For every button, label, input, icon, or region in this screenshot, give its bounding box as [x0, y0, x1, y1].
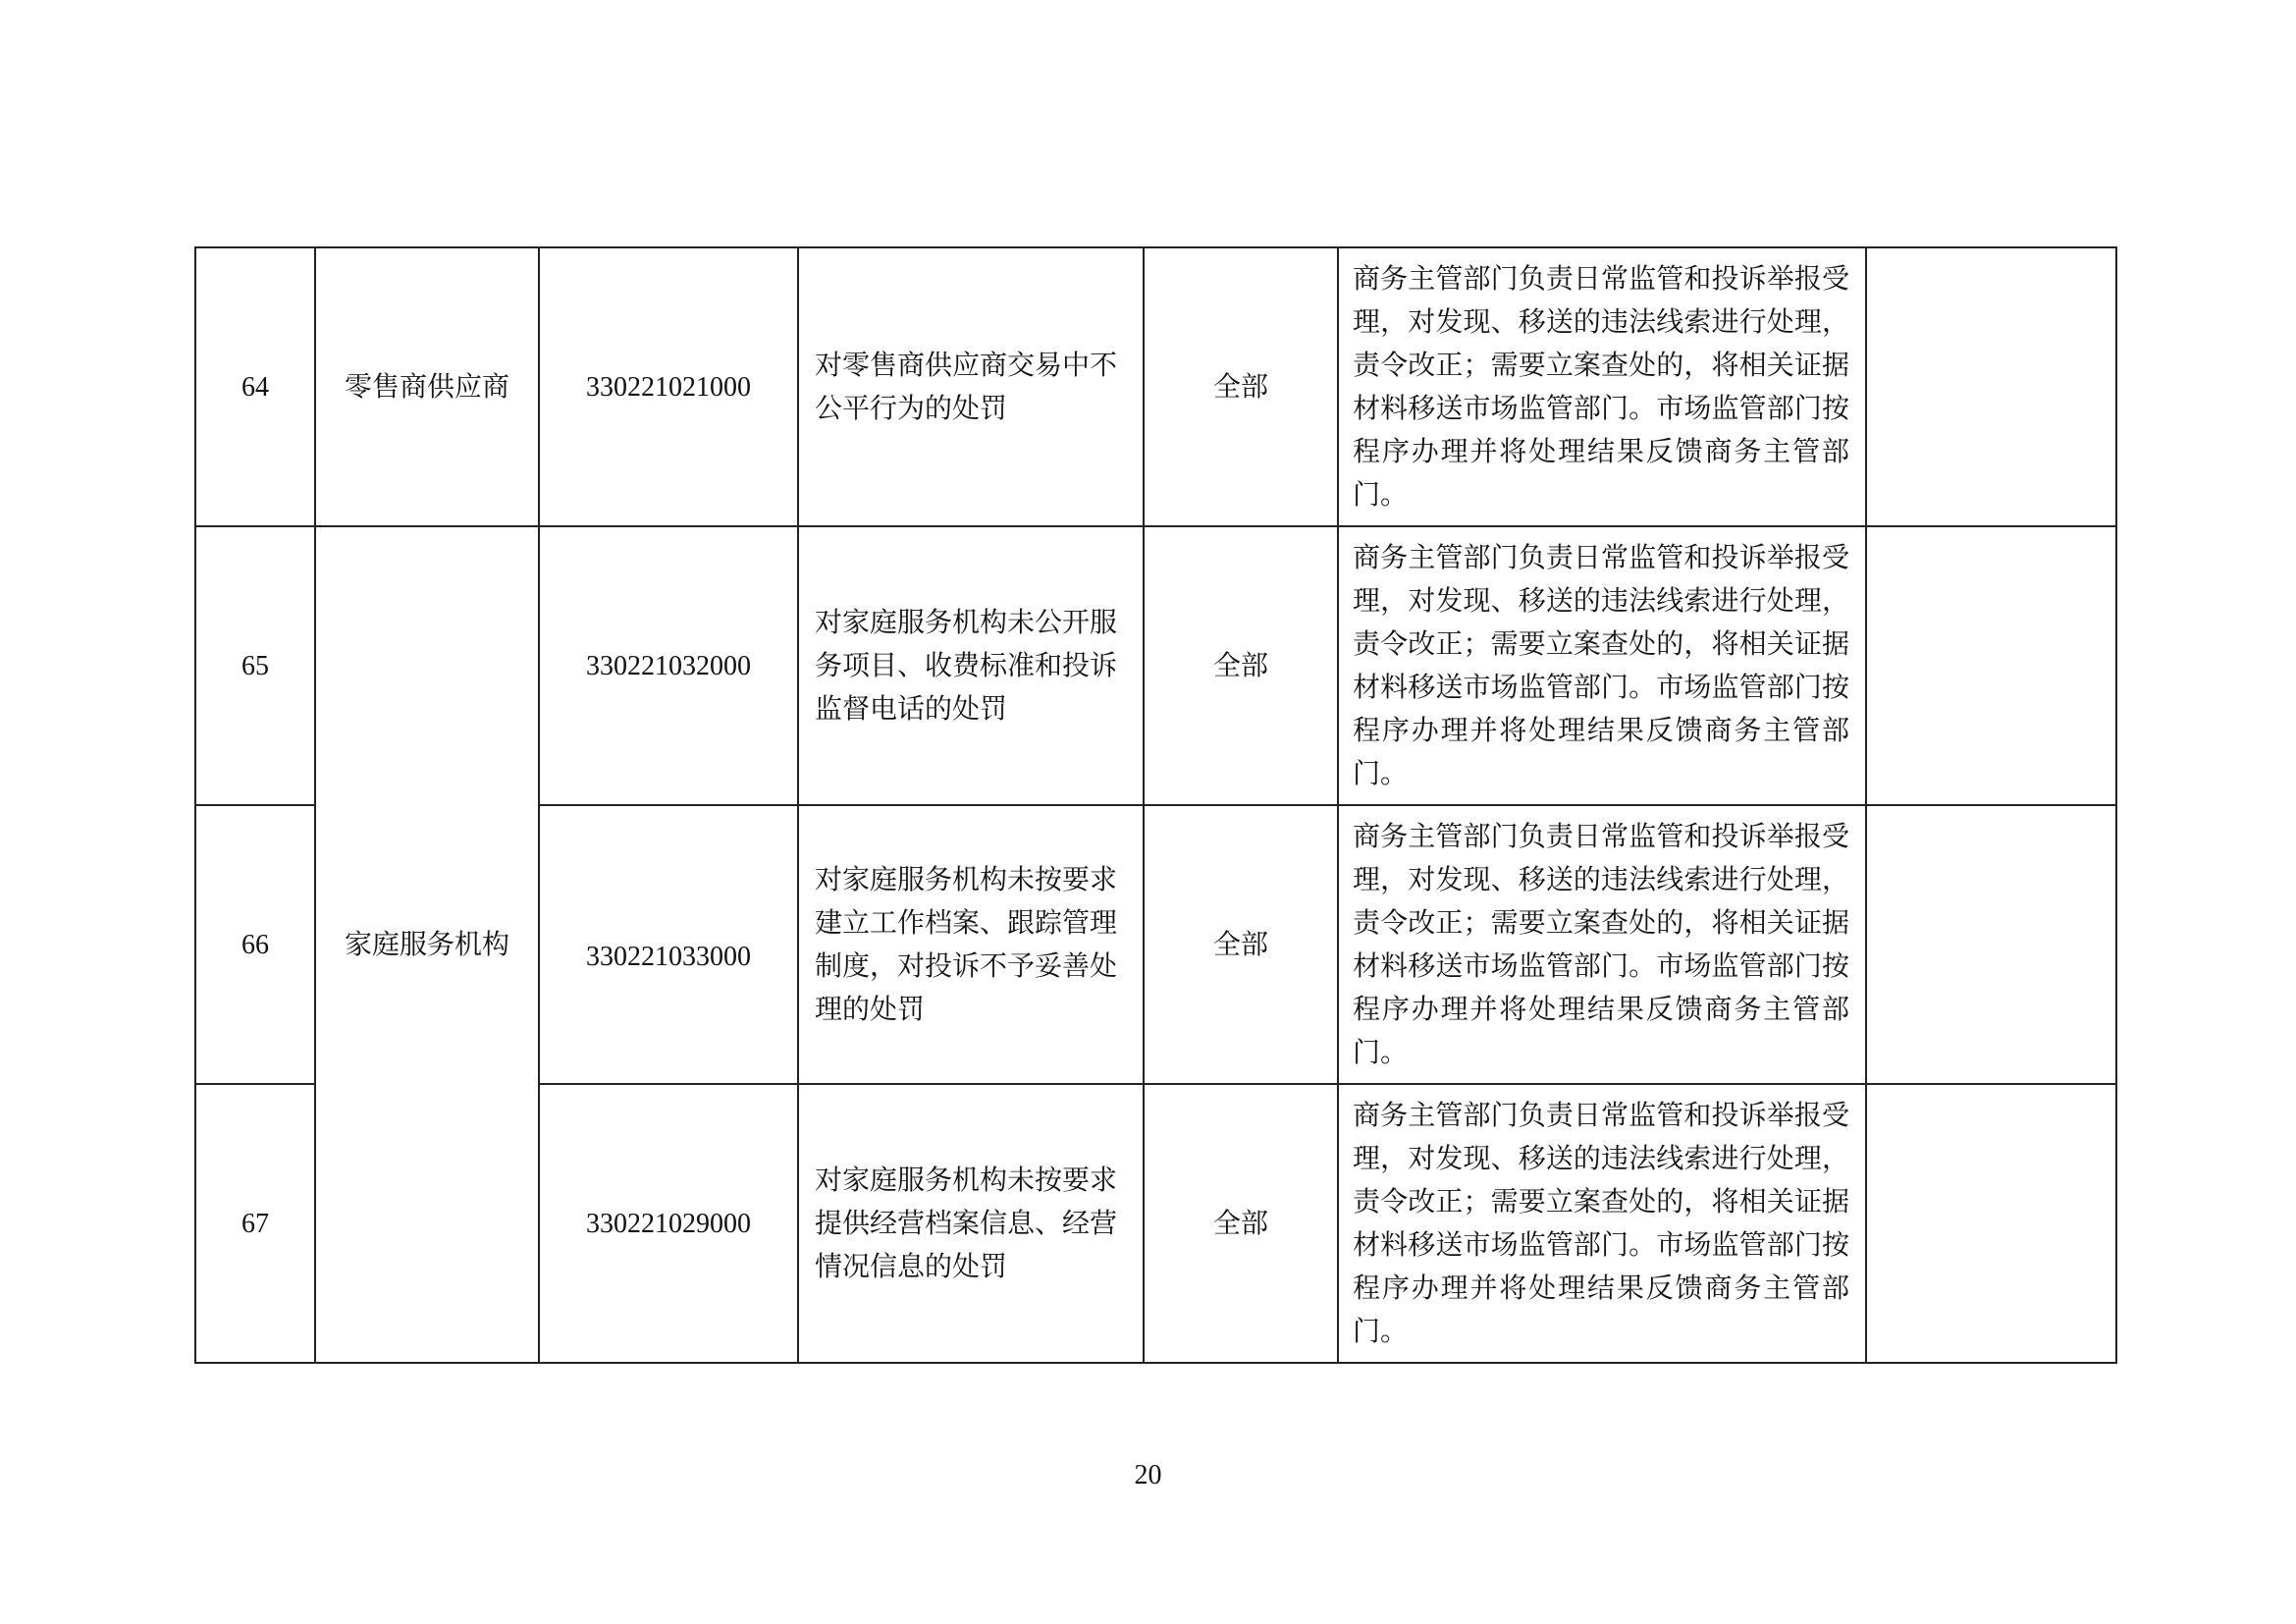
row-number: 64 [195, 247, 315, 526]
table-row [195, 526, 2116, 805]
item-name: 对零售商供应商交易中不公平行为的处罚 [798, 247, 1144, 526]
category-cell: 家庭服务机构 [315, 526, 539, 1363]
item-code: 330221021000 [539, 247, 798, 526]
item-name: 对家庭服务机构未按要求提供经营档案信息、经营情况信息的处罚 [798, 1084, 1144, 1363]
responsibility-description: 商务主管部门负责日常监管和投诉举报受理，对发现、移送的违法线索进行处理，责令改正；需要立案查处的，将相关证据材料移送市场监管部门。市场监管部门按程序办理并将处理结果反馈商务主管部门。 [1338, 1084, 1866, 1363]
row-number: 65 [195, 526, 315, 805]
note-cell [1866, 805, 2116, 1084]
item-name: 对家庭服务机构未按要求建立工作档案、跟踪管理制度，对投诉不予妥善处理的处罚 [798, 805, 1144, 1084]
scope-cell: 全部 [1144, 1084, 1338, 1363]
enforcement-items-table [194, 246, 2117, 1364]
note-cell [1866, 526, 2116, 805]
table-row [195, 247, 2116, 526]
responsibility-description: 商务主管部门负责日常监管和投诉举报受理，对发现、移送的违法线索进行处理，责令改正；需要立案查处的，将相关证据材料移送市场监管部门。市场监管部门按程序办理并将处理结果反馈商务主管部门。 [1338, 247, 1866, 526]
scope-cell: 全部 [1144, 526, 1338, 805]
responsibility-description: 商务主管部门负责日常监管和投诉举报受理，对发现、移送的违法线索进行处理，责令改正；需要立案查处的，将相关证据材料移送市场监管部门。市场监管部门按程序办理并将处理结果反馈商务主管部门。 [1338, 805, 1866, 1084]
note-cell [1866, 247, 2116, 526]
category-cell: 零售商供应商 [315, 247, 539, 526]
item-name: 对家庭服务机构未公开服务项目、收费标准和投诉监督电话的处罚 [798, 526, 1144, 805]
row-number: 66 [195, 805, 315, 1084]
responsibility-description: 商务主管部门负责日常监管和投诉举报受理，对发现、移送的违法线索进行处理，责令改正；需要立案查处的，将相关证据材料移送市场监管部门。市场监管部门按程序办理并将处理结果反馈商务主管部门。 [1338, 526, 1866, 805]
item-code: 330221032000 [539, 526, 798, 805]
page-number: 20 [1134, 1460, 1162, 1490]
item-code: 330221033000 [539, 805, 798, 1084]
note-cell [1866, 1084, 2116, 1363]
item-code: 330221029000 [539, 1084, 798, 1363]
row-number: 67 [195, 1084, 315, 1363]
scope-cell: 全部 [1144, 805, 1338, 1084]
scope-cell: 全部 [1144, 247, 1338, 526]
